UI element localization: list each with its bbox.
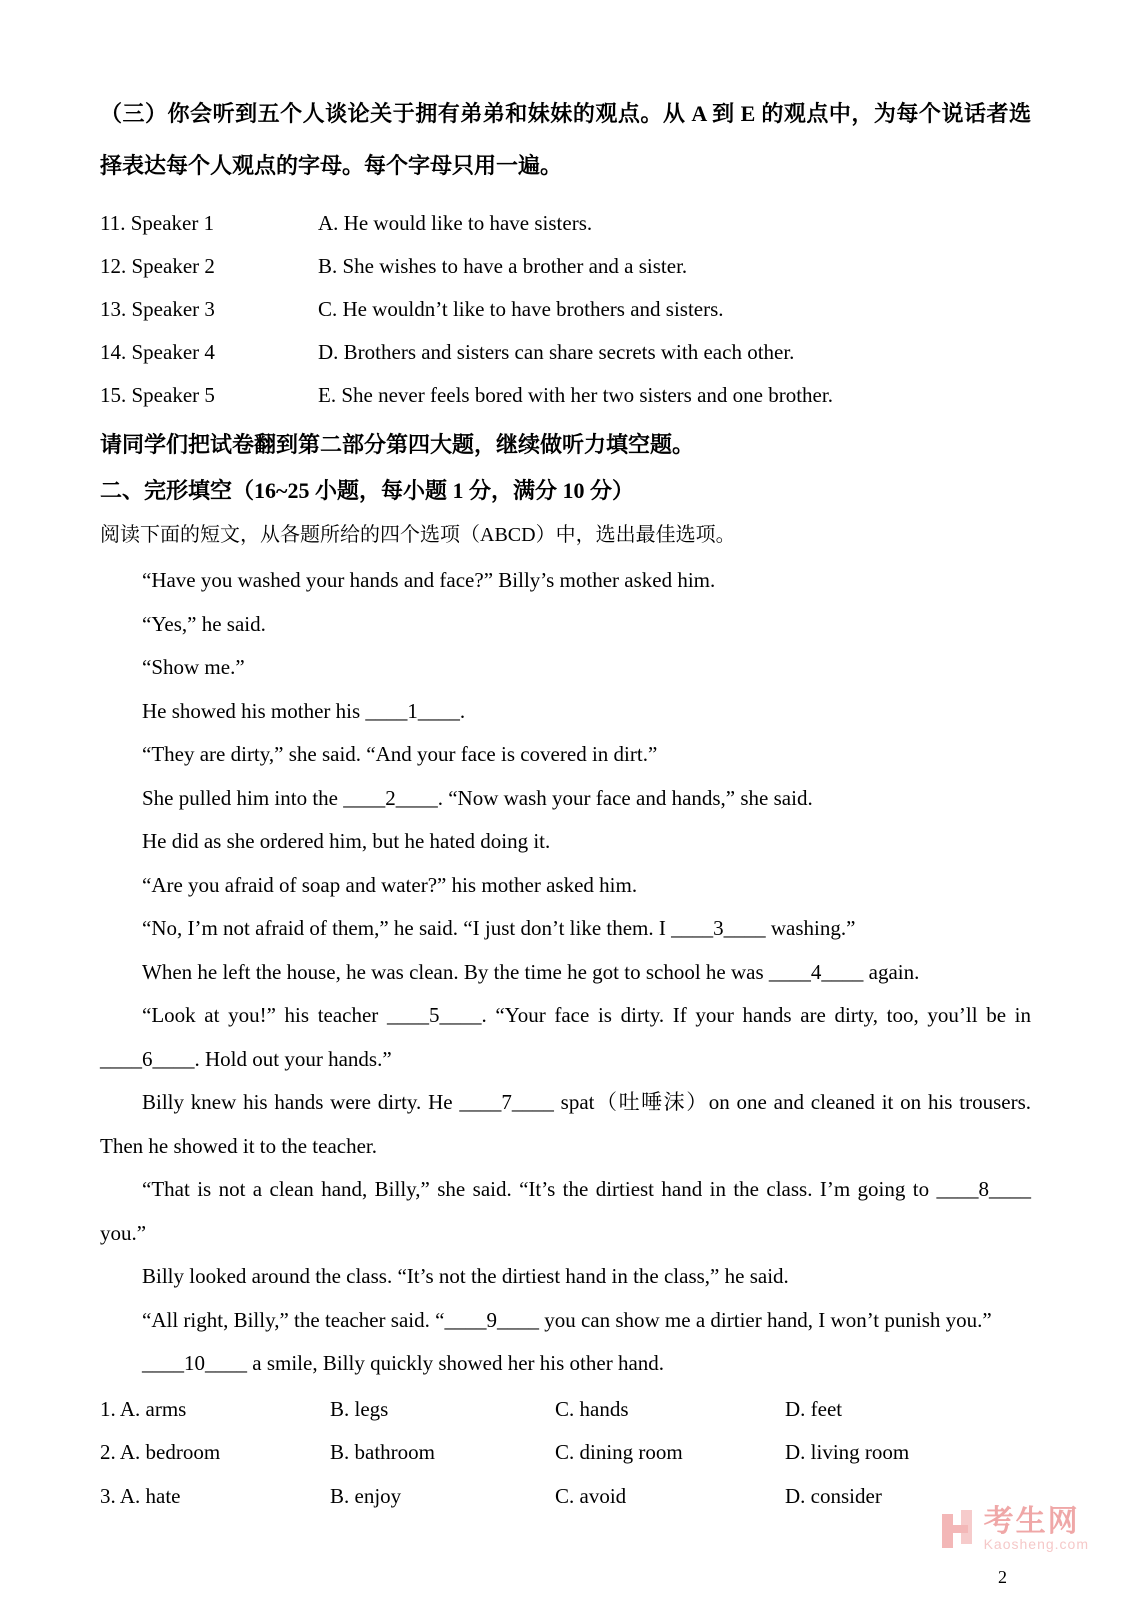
option-cell-a: 2. A. bedroom xyxy=(100,1440,221,1464)
cloze-options-table xyxy=(100,1388,1031,1519)
speaker-row xyxy=(100,245,1031,288)
option-cell-c: C. dining room xyxy=(555,1440,683,1464)
passage-paragraph: She pulled him into the ____2____. “Now wash your face and hands,” she said. xyxy=(142,785,813,810)
speaker-row xyxy=(100,202,1031,245)
option-cell-d: D. feet xyxy=(785,1396,843,1421)
watermark-site-url: Kaosheng.com xyxy=(983,1536,1089,1553)
option-row xyxy=(100,1431,1031,1475)
passage-paragraph: “Yes,” he said. xyxy=(142,611,266,636)
speaker-statement: B. She wishes to have a brother and a sister. xyxy=(318,254,688,278)
passage-paragraph: “Are you afraid of soap and water?” his mother asked him. xyxy=(142,872,638,897)
cloze-passage xyxy=(100,559,1031,1386)
page-number: 2 xyxy=(998,1567,1007,1587)
turn-page-note: 请同学们把试卷翻到第二部分第四大题，继续做听力填空题。 xyxy=(100,432,695,457)
option-cell-c: C. hands xyxy=(555,1396,629,1421)
passage-paragraph: “No, I’m not afraid of them,” he said. “I just don’t like them. I ____3____ washing.” xyxy=(142,916,856,940)
speaker-number: 15. Speaker 5 xyxy=(100,383,215,407)
passage-paragraph: When he left the house, he was clean. By the time he got to school he was ____4____ again. xyxy=(142,959,920,984)
option-cell-a: 1. A. arms xyxy=(100,1396,187,1421)
speaker-row xyxy=(100,288,1031,331)
speaker-statement: C. He wouldn’t like to have brothers and sisters. xyxy=(318,297,724,321)
option-cell-a: 3. A. hate xyxy=(100,1483,181,1508)
section3-intro: （三）你会听到五个人谈论关于拥有弟弟和妹妹的观点。从 A 到 E 的观点中，为每个说话者选择表达每个人观点的字母。每个字母只用一遍。 xyxy=(100,101,1031,178)
option-cell-b: B. legs xyxy=(330,1396,389,1421)
passage-paragraph: “Have you washed your hands and face?” Billy’s mother asked him. xyxy=(142,568,716,592)
passage-paragraph: “Look at you!” his teacher ____5____. “Your face is dirty. If your hands are dirty, too, you’ll be in ____6____. Hold out your hands.” xyxy=(100,1003,1031,1071)
cloze-instructions: 阅读下面的短文，从各题所给的四个选项（ABCD）中，选出最佳选项。 xyxy=(100,524,736,546)
speaker-number: 14. Speaker 4 xyxy=(100,340,215,364)
option-cell-b: B. bathroom xyxy=(330,1440,435,1464)
speaker-number: 11. Speaker 1 xyxy=(100,211,215,235)
passage-paragraph: Billy looked around the class. “It’s not the dirtiest hand in the class,” he said. xyxy=(142,1264,789,1288)
option-row xyxy=(100,1475,1031,1519)
option-row xyxy=(100,1388,1031,1432)
kaosheng-logo-icon xyxy=(942,1510,976,1548)
speaker-row xyxy=(100,331,1031,374)
passage-paragraph: ____10____ a smile, Billy quickly showed her his other hand. xyxy=(142,1351,665,1375)
passage-paragraph: “All right, Billy,” the teacher said. “____9____ you can show me a dirtier hand, I won’t punish you.” xyxy=(142,1307,992,1332)
speaker-matching-list xyxy=(100,202,1031,417)
kaosheng-watermark xyxy=(942,1506,1089,1552)
passage-paragraph: He did as she ordered him, but he hated doing it. xyxy=(142,829,551,853)
cloze-section-title: 二、完形填空（16~25 小题，每小题 1 分，满分 10 分） xyxy=(100,478,634,503)
passage-paragraph: “They are dirty,” she said. “And your face is covered in dirt.” xyxy=(142,742,658,766)
option-cell-d: D. living room xyxy=(785,1440,910,1464)
speaker-statement: D. Brothers and sisters can share secrets with each other. xyxy=(318,340,795,364)
option-cell-d: D. consider xyxy=(785,1483,882,1508)
watermark-text xyxy=(984,1506,1089,1552)
speaker-statement: A. He would like to have sisters. xyxy=(318,211,593,235)
speaker-number: 12. Speaker 2 xyxy=(100,254,215,278)
speaker-statement: E. She never feels bored with her two sisters and one brother. xyxy=(318,383,833,407)
option-cell-c: C. avoid xyxy=(555,1483,627,1508)
passage-paragraph: “That is not a clean hand, Billy,” she said. “It’s the dirtiest hand in the class. I’m going to ____8____ you.” xyxy=(100,1177,1031,1245)
passage-paragraph: Billy knew his hands were dirty. He ____7____ spat（吐唾沫）on one and cleaned it on his trousers. Then he showed it to the teacher. xyxy=(100,1090,1031,1158)
passage-paragraph: He showed his mother his ____1____. xyxy=(142,698,466,723)
passage-paragraph: “Show me.” xyxy=(142,655,245,679)
option-cell-b: B. enjoy xyxy=(330,1483,402,1508)
speaker-number: 13. Speaker 3 xyxy=(100,297,215,321)
watermark-site-name: 考生网 xyxy=(983,1504,1080,1538)
speaker-row xyxy=(100,374,1031,417)
